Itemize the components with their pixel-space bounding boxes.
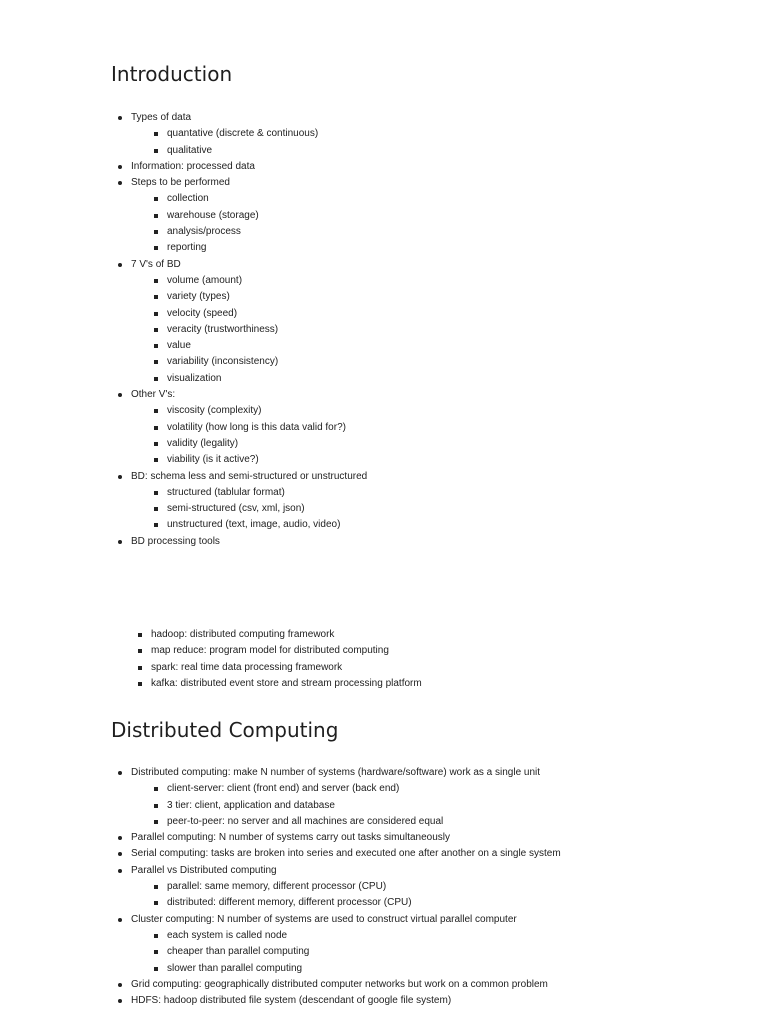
sub-list [131,781,755,830]
processing-tools-group [115,627,755,692]
sub-list-item: spark: real time data processing framework [151,660,755,676]
sub-list-item: map reduce: program model for distributed computing [151,643,755,659]
sub-list-item: volume (amount) [167,273,755,289]
sub-list-item: viscosity (complexity) [167,403,755,419]
list-item-text: 7 V's of BD [131,258,181,270]
sub-list-item: kafka: distributed event store and stream processing platform [151,676,755,692]
list-item [115,993,755,1009]
sub-list [131,403,755,468]
list-item [115,534,755,550]
list-item-text: Cluster computing: N number of systems are used to construct virtual parallel computer [131,913,517,925]
list-item-text: Other V's: [131,389,176,401]
sub-list-item: quantative (discrete & continuous) [167,126,755,142]
sub-list [131,126,755,159]
sub-list-item: reporting [167,240,755,256]
distributed-computing-list [115,765,755,1009]
sub-list-item: each system is called node [167,928,755,944]
processing-tools-list [115,627,755,692]
sub-list-item: semi-structured (csv, xml, json) [167,501,755,517]
list-item [115,175,755,256]
list-item-text: Parallel vs Distributed computing [131,864,277,876]
list-item [115,863,755,912]
list-item [115,977,755,993]
list-item-text: BD: schema less and semi-structured or unstructured [131,470,368,482]
sub-list-item: validity (legality) [167,436,755,452]
list-item-text: BD processing tools [131,535,220,547]
sub-list-item: volatility (how long is this data valid for?) [167,420,755,436]
list-item-text: Grid computing: geographically distributed computer networks but work on a common problem [131,978,548,990]
sub-list-item: veracity (trustworthiness) [167,322,755,338]
list-item-text: Serial computing: tasks are broken into series and executed one after another on a single system [131,848,561,860]
list-item [115,846,755,862]
list-item-text: Distributed computing: make N number of systems (hardware/software) work as a single unit [131,767,541,778]
list-item [115,765,755,830]
sub-list-item: collection [167,191,755,207]
sub-list [131,191,755,256]
list-item [115,830,755,846]
sub-list-item: qualitative [167,143,755,159]
list-item-text: Steps to be performed [131,177,230,189]
list-item-text: Types of data [131,112,192,123]
sub-list-item: variability (inconsistency) [167,354,755,370]
list-item [115,257,755,387]
sub-list [131,879,755,912]
heading-introduction: Introduction [111,62,233,86]
list-item-text: Parallel computing: N number of systems carry out tasks simultaneously [131,832,451,844]
list-item [115,110,755,159]
list-item-text: HDFS: hadoop distributed file system (descendant of google file system) [131,995,452,1007]
introduction-list [115,110,755,550]
sub-list [131,273,755,387]
sub-list [131,485,755,534]
sub-list-item: viability (is it active?) [167,452,755,468]
heading-distributed-computing: Distributed Computing [111,718,339,742]
sub-list-item: value [167,338,755,354]
list-item-text: Information: processed data [131,160,255,172]
processing-tools-sublist [131,627,755,692]
sub-list-item: 3 tier: client, application and database [167,798,755,814]
sub-list-item: analysis/process [167,224,755,240]
sub-list-item: cheaper than parallel computing [167,944,755,960]
sub-list-item: warehouse (storage) [167,208,755,224]
sub-list-item: slower than parallel computing [167,961,755,977]
sub-list-item: unstructured (text, image, audio, video) [167,517,755,533]
sub-list [131,928,755,977]
sub-list-item: variety (types) [167,289,755,305]
sub-list-item: velocity (speed) [167,306,755,322]
list-item [115,469,755,534]
sub-list-item: parallel: same memory, different processor (CPU) [167,879,755,895]
sub-list-item: hadoop: distributed computing framework [151,627,755,643]
sub-list-item: distributed: different memory, different processor (CPU) [167,895,755,911]
list-item [115,912,755,977]
sub-list-item: visualization [167,371,755,387]
list-item [115,387,755,468]
sub-list-item: peer-to-peer: no server and all machines are considered equal [167,814,755,830]
list-item [115,159,755,175]
sub-list-item: client-server: client (front end) and server (back end) [167,781,755,797]
sub-list-item: structured (tablular format) [167,485,755,501]
